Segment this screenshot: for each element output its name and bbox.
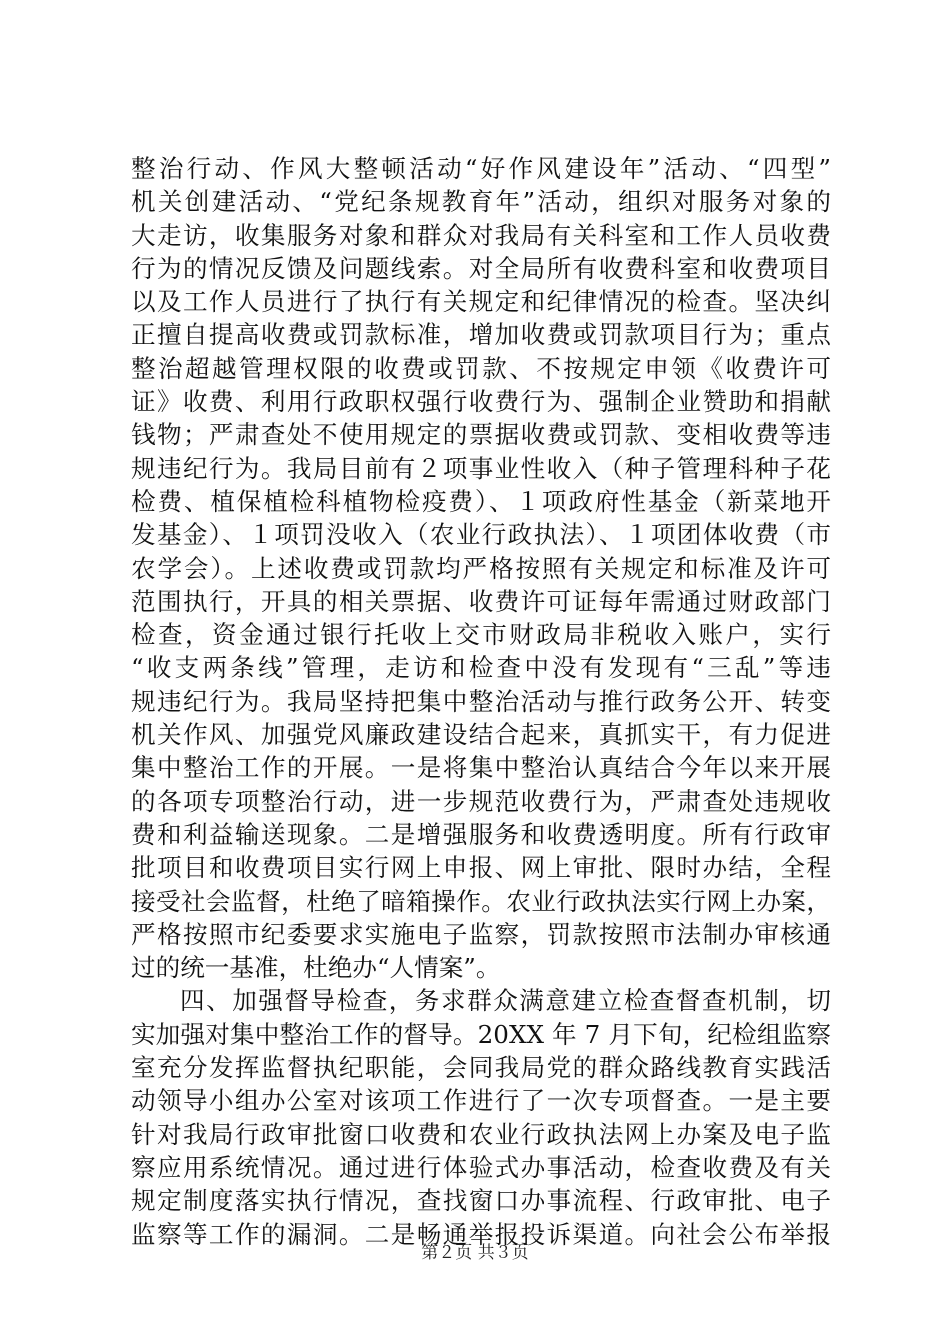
text-line: 监察等工作的漏洞。二是畅通举报投诉渠道。向社会公布举报 — [131, 1219, 831, 1249]
text-line: 农学会）。上述收费或罚款均严格按照有关规定和标准及许可 — [131, 553, 831, 583]
text-line: 检费、植保植检科植物检疫费）、１项政府性基金（新菜地开 — [131, 486, 831, 516]
text-line: 严格按照市纪委要求实施电子监察，罚款按照市法制办审核通 — [131, 919, 831, 949]
text-line: 规违纪行为。我局坚持把集中整治活动与推行政务公开、转变 — [131, 686, 831, 716]
text-line: 以及工作人员进行了执行有关规定和纪律情况的检查。坚决纠 — [131, 287, 831, 317]
text-line: 针对我局行政审批窗口收费和农业行政执法网上办案及电子监 — [131, 1119, 831, 1149]
text-line: 范围执行，开具的相关票据、收费许可证每年需通过财政部门 — [131, 586, 831, 616]
text-line: 钱物；严肃查处不使用规定的票据收费或罚款、变相收费等违 — [131, 420, 831, 450]
text-line: 室充分发挥监督执纪职能，会同我局党的群众路线教育实践活 — [131, 1053, 831, 1083]
text-line: 整治行动、作风大整顿活动“好作风建设年”活动、“四型” — [131, 154, 831, 183]
text-line: 机关作风、加强党风廉政建设结合起来，真抓实干，有力促进 — [131, 720, 831, 750]
text-line: 大走访，收集服务对象和群众对我局有关科室和工作人员收费 — [131, 220, 831, 250]
text-line: 四、加强督导检查，务求群众满意建立检查督查机制，切 — [180, 986, 831, 1016]
text-line: 实加强对集中整治工作的督导。20XX 年 7 月下旬，纪检组监察 — [131, 1019, 831, 1049]
text-line: 发基金）、１项罚没收入（农业行政执法）、１项团体收费（市 — [131, 520, 831, 550]
text-line: 察应用系统情况。通过进行体验式办事活动，检查收费及有关 — [131, 1152, 831, 1182]
text-line: 动领导小组办公室对该项工作进行了一次专项督查。一是主要 — [131, 1086, 831, 1116]
text-line: 费和利益输送现象。二是增强服务和收费透明度。所有行政审 — [131, 819, 831, 849]
text-line: 接受社会监督，杜绝了暗箱操作。农业行政执法实行网上办案， — [131, 886, 831, 916]
body-text — [131, 152, 831, 1251]
text-line: 集中整治工作的开展。一是将集中整治认真结合今年以来开展 — [131, 753, 831, 783]
text-line: 整治超越管理权限的收费或罚款、不按规定申领《收费许可 — [131, 353, 831, 383]
text-line: 证》收费、利用行政职权强行收费行为、强制企业赞助和捐献 — [131, 387, 831, 417]
text-line: 行为的情况反馈及问题线索。对全局所有收费科室和收费项目 — [131, 253, 831, 283]
page-footer: 第２页 共３页 — [421, 1243, 529, 1263]
text-line: 规违纪行为。我局目前有２项事业性收入（种子管理科种子花 — [131, 453, 831, 483]
text-line: 正擅自提高收费或罚款标准，增加收费或罚款项目行为；重点 — [131, 320, 831, 350]
text-line: “收支两条线”管理，走访和检查中没有发现有“三乱”等违 — [131, 653, 831, 683]
text-line: 批项目和收费项目实行网上申报、网上审批、限时办结，全程 — [131, 853, 831, 883]
text-line: 机关创建活动、“党纪条规教育年”活动，组织对服务对象的 — [131, 187, 831, 217]
text-line: 的各项专项整治行动，进一步规范收费行为，严肃查处违规收 — [131, 786, 831, 816]
text-line: 检查，资金通过银行托收上交市财政局非税收入账户，实行 — [131, 620, 831, 650]
text-line: 过的统一基准，杜绝办“人情案”。 — [131, 953, 501, 983]
text-line: 规定制度落实执行情况，查找窗口办事流程、行政审批、电子 — [131, 1186, 831, 1216]
